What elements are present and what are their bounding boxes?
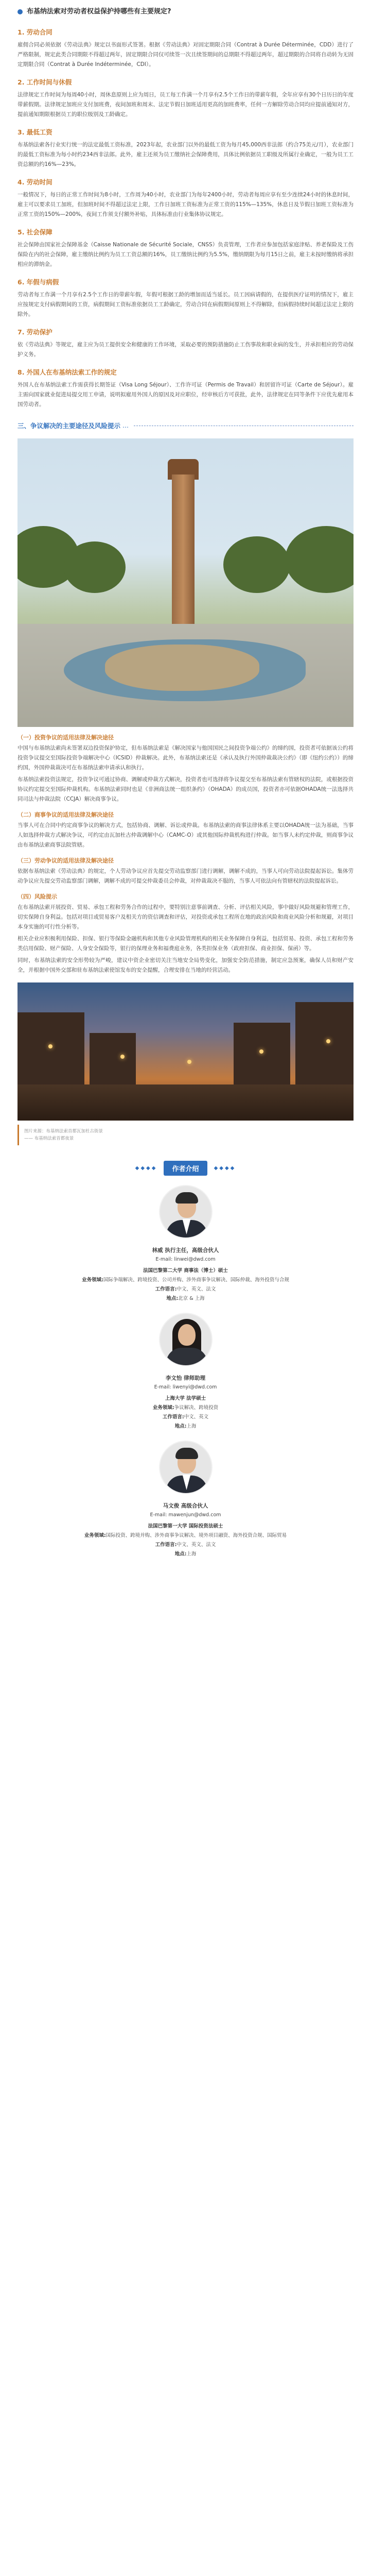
section-1 bbox=[17, 28, 354, 70]
dispute-content bbox=[0, 733, 371, 975]
subsection-paragraph: 依据布基纳法索《劳动法典》的规定，个人劳动争议应首先提交劳动监察部门进行调解，调解不成的，当事人可向劳动法院提起诉讼。集体劳动争议应先提交劳动监察部门调解，调解不成的可提交仲裁委员会仲裁，对仲裁裁决不服的，当事人可依法向有管辖权的法院提起诉讼。 bbox=[17, 868, 354, 884]
author-name: 李文怡 律师助理 bbox=[165, 1375, 206, 1381]
author-avatar bbox=[159, 1313, 213, 1366]
section-title: 3. 最低工资 bbox=[17, 128, 52, 136]
section-title: 2. 工作时间与休假 bbox=[17, 78, 72, 86]
subsection-paragraph: 布基纳法索投资法规定，投资争议可通过协商、调解或仲裁方式解决，投资者也可选择将争议提交至布基纳法索有管辖权的法院，或根据投资协议约定提交至国际仲裁机构。布基纳法索同时也是《非洲商法统一组织条约》（OHADA）的成员国，投资者亦可依据OHADA统一法选择共同司法与仲裁法院（CCJA）解决商事争议。 bbox=[17, 776, 354, 802]
photo-caption-line: —— 布基纳法索首都夜景 bbox=[24, 1136, 74, 1141]
section-title: 8. 外国人在布基纳法索工作的规定 bbox=[17, 368, 117, 376]
author-degree: 法国巴黎第二大学 商事法（博士）硕士 bbox=[143, 1268, 228, 1274]
section-paragraph: 劳动者每工作满一个月享有2.5个工作日的带薪年假，年假可根据工龄的增加而适当延长。员工因病请假的，在提供医疗证明的情况下，雇主应按规定支付病假期间的工资，病假期间工资标准依据员工工龄确定，劳动合同在病假期间原则上不得解除，但病假持续时间超过法定上限的除外。 bbox=[17, 292, 354, 317]
author-email[interactable]: E-mail: liwenyi@dwd.com bbox=[154, 1384, 217, 1390]
section-title: 1. 劳动合同 bbox=[17, 28, 52, 36]
section-paragraph: 依《劳动法典》等规定，雇主应为员工提供安全和健康的工作环境，采取必要的预防措施防止工伤事故和职业病的发生，并承担相应的劳动保护义务。 bbox=[17, 342, 354, 358]
language-label: 工作语言: bbox=[155, 1542, 177, 1548]
section-6 bbox=[17, 278, 354, 319]
diamond-deco-icon: ◆◆◆◆ bbox=[214, 1165, 236, 1171]
section-paragraph: 布基纳法索各行业实行统一的法定最低工资标准，2023年起，农业部门以外的最低工资为每月45,000西非法郎（约合75美元/月），农业部门的最低工资标准为每小时约234西非法郎。此外，雇主还须为员工缴纳社会保障费用，具体比例依据员工职级及所属行业确定，一般为员工工资总额的约16%—23%。 bbox=[17, 142, 354, 167]
photo-map-sculpture-inner bbox=[105, 645, 259, 691]
author-card bbox=[0, 1313, 371, 1431]
author-business: 国际投资、跨境并购、涉外商事争议解决、境外项目融资、海外投资合规、国际贸易 bbox=[105, 1533, 287, 1538]
author-degree: 法国巴黎第一大学 国际投资法硕士 bbox=[148, 1523, 223, 1529]
author-name: 林威 执行主任，高级合伙人 bbox=[152, 1247, 219, 1253]
section-7 bbox=[17, 328, 354, 360]
photo-building bbox=[90, 1033, 136, 1090]
question-text: 布基纳法索对劳动者权益保护持哪些有主要规定? bbox=[27, 8, 171, 15]
bullet-dot-icon bbox=[17, 9, 23, 14]
section-paragraph: 社会保障由国家社会保障基金（Caisse Nationale de Sécurité Sociale，CNSS）负责管理，工作者应参加包括家庭津贴、养老保险及工伤保险在内的社会保障，雇主缴纳比例约为员工工资总额的16%，员工缴纳比例约为5.5%，缴纳期限为每月15日之前，雇主未按时缴纳将承担相应的滞纳金。 bbox=[17, 242, 354, 267]
language-label: 工作语言: bbox=[162, 1414, 184, 1420]
section-8 bbox=[17, 368, 354, 410]
photo-tree bbox=[64, 541, 126, 593]
author-language: 中文、英文、法文 bbox=[176, 1286, 216, 1292]
subsection-title: （三）劳动争议的适用法律及解决途径 bbox=[17, 857, 114, 864]
author-card bbox=[0, 1440, 371, 1559]
section-4 bbox=[17, 178, 354, 219]
location-label: 地点: bbox=[174, 1551, 187, 1557]
header-dots: … bbox=[122, 422, 130, 429]
author-degree: 上海大学 法学硕士 bbox=[165, 1396, 206, 1401]
subsection-paragraph: 相关企业应积极利用保险、担保、银行等保险金融机构和其他专业风险管理机构的相关业务保障自身利益，包括贸易、投资、承包工程和劳务类信用保险、财产保险、人身安全保险等，银行的保理业务和福费庭业务，各类担保业务（政府担保、商业担保、保函）等。 bbox=[17, 936, 354, 952]
language-label: 工作语言: bbox=[155, 1286, 177, 1292]
section-3 bbox=[17, 128, 354, 170]
author-location: 上海 bbox=[186, 1423, 197, 1429]
section-5 bbox=[17, 228, 354, 269]
author-business: 争议解决、跨境投资 bbox=[174, 1405, 219, 1411]
subsection-title: （四）风险提示 bbox=[17, 893, 57, 900]
section-paragraph: 一般情况下，每日的正常工作时间为8小时，工作周为40小时，农业部门为每年2400小时，劳动者每周应享有至少连续24小时的休息时间，雇主可以要求员工加班，但加班时间不得超过法定上限，工作日加班工资标准为正常工资的115%—135%，休息日及节假日加班工资标准为正常工资的150%—200%，夜间工作须支付额外补贴，具体标准由行业集体协议规定。 bbox=[17, 192, 354, 217]
business-label: 业务领域: bbox=[84, 1533, 106, 1538]
photo-caption bbox=[17, 1125, 354, 1145]
location-label: 地点: bbox=[166, 1296, 179, 1301]
section-title: 7. 劳动保护 bbox=[17, 328, 52, 336]
photo-light bbox=[326, 1039, 330, 1043]
business-label: 业务领域: bbox=[152, 1405, 174, 1411]
section-2 bbox=[17, 78, 354, 120]
business-label: 业务领域: bbox=[82, 1277, 103, 1283]
section-paragraph: 雇佣合同必须依据《劳动法典》规定以书面形式签署。根据《劳动法典》对固定期限合同（Contrat à Durée Déterminée，CDD）进行了严格限制，规定此类合同期限不得超过两年，固定期限合同仅可续签一次且续签期间的总期限不得超过两年，超过期限的合同将自动转为无固定期限合同（Contrat à Durée Indéterminée，CDI）。 bbox=[17, 42, 354, 67]
dispute-section-header bbox=[0, 412, 371, 435]
photo-light bbox=[187, 1060, 191, 1064]
author-avatar bbox=[159, 1440, 213, 1494]
photo-building bbox=[234, 1023, 290, 1090]
section-paragraph: 法律规定工作时间为每周40小时，周休息原则上应为周日，员工每工作满一个月享有2.5个工作日的带薪年假，全年应享有30个日历日的年度带薪假期。法律规定加班应支付加班费，夜间加班和周末、法定节假日加班适用更高的加班费率，任何一方解除劳动合同均应提前通知对方，提前通知期限根据员工的职位级别及工龄确定。 bbox=[17, 92, 354, 117]
author-email[interactable]: E-mail: mawenjun@dwd.com bbox=[150, 1512, 221, 1518]
dispute-section-title: 三、争议解决的主要途径及风险提示 bbox=[17, 422, 121, 430]
photo-monument bbox=[172, 474, 195, 629]
section-paragraph: 外国人在布基纳法索工作需获得长期签证（Visa Long Séjour）、工作许可证（Permis de Travail）和居留许可证（Carte de Séjour）。雇主需向国家就业促进局提交用工申请，说明拟雇用外国人的原因及对应职位，经审核后方可获批，此外，法律规定在同等条件下应优先雇用本国劳动者。 bbox=[17, 382, 354, 408]
diamond-deco-icon: ◆◆◆◆ bbox=[135, 1165, 157, 1171]
section-title: 5. 社会保障 bbox=[17, 228, 52, 236]
photo-building bbox=[17, 1012, 84, 1090]
photo-street bbox=[17, 1084, 354, 1121]
subsection-paragraph: 同时，布基纳法索的安全形势较为严峻，建议中资企业密切关注当地安全局势变化，加强安全防范措施，制定应急预案，确保人员和财产安全，并根据中国外交部和驻布基纳法索使馆发布的安全提醒，合理安排在当地的经营活动。 bbox=[17, 957, 354, 973]
photo-tree bbox=[285, 526, 354, 593]
section-title: 6. 年假与病假 bbox=[17, 278, 59, 286]
subsection-title: （二）商事争议的适用法律及解决途径 bbox=[17, 811, 114, 818]
avatar-hair bbox=[175, 1192, 198, 1204]
subsection-paragraph: 在布基纳法索开展投资、贸易、承包工程和劳务合作的过程中，要特别注意事前调查、分析、评估相关风险，事中做好风险规避和管理工作，切实保障自身利益。包括对项目或贸易客户及相关方的资信调查和评估，对投资或承包工程所在地的政治风险和商业风险分析和规避，对项目本身实施的可行性分析等。 bbox=[17, 904, 354, 930]
avatar-hair bbox=[175, 1448, 198, 1459]
photo-caption-line: 图片来源：布基纳法索首都瓦加杜古街景 bbox=[24, 1129, 103, 1134]
author-card bbox=[0, 1185, 371, 1303]
author-language: 中文、英文 bbox=[184, 1414, 209, 1420]
photo-tree bbox=[223, 536, 290, 593]
night-street-photo bbox=[17, 982, 354, 1121]
avatar-suit bbox=[166, 1348, 207, 1366]
author-avatar bbox=[159, 1185, 213, 1239]
avatar-head bbox=[178, 1324, 196, 1346]
photo-building bbox=[295, 1002, 354, 1090]
photo-light bbox=[120, 1055, 125, 1059]
author-location: 上海 bbox=[186, 1551, 197, 1557]
author-location: 北京 & 上海 bbox=[178, 1296, 205, 1301]
author-business: 国际争端解决、跨境投资、公司并购、涉外商事争议解决、国际仲裁、海外投资与合规 bbox=[103, 1277, 289, 1283]
author-email[interactable]: E-mail: linwei@dwd.com bbox=[155, 1257, 216, 1262]
authors-header bbox=[0, 1161, 371, 1176]
question-heading bbox=[0, 0, 371, 20]
section-title: 4. 劳动时间 bbox=[17, 178, 52, 186]
location-label: 地点: bbox=[174, 1423, 187, 1429]
subsection-paragraph: 中国与布基纳法索尚未签署双边投资保护协定，但布基纳法索是《解决国家与他国国民之间投资争端公约》的缔约国，投资者可依据该公约将投资争议提交至国际投资争端解决中心（ICSID）仲裁解决。此外，布基纳法索还是《承认及执行外国仲裁裁决公约》（即《纽约公约》）的缔约国，外国仲裁裁决可在布基纳法索申请承认和执行。 bbox=[17, 745, 354, 771]
subsection-paragraph: 当事人可在合同中约定商事争议的解决方式，包括协商、调解、诉讼或仲裁。布基纳法索的商事法律体系主要以OHADA统一法为基础，当事人如选择仲裁方式解决争议，可约定由瓦加杜古仲裁调解中心（CAMC-O）或其他国际仲裁机构进行仲裁。如当事人未约定仲裁，则商事争议由布基纳法索商事法院管辖。 bbox=[17, 822, 354, 848]
monument-photo bbox=[17, 438, 354, 727]
photo-light bbox=[48, 1044, 52, 1048]
subsection-title: （一）投资争议的适用法律及解决途径 bbox=[17, 734, 114, 741]
authors-title: 作者介绍 bbox=[164, 1161, 207, 1176]
author-name: 马文俊 高级合伙人 bbox=[163, 1503, 208, 1509]
author-language: 中文、英文、法文 bbox=[176, 1542, 216, 1548]
labor-sections bbox=[0, 28, 371, 410]
photo-light bbox=[259, 1049, 263, 1054]
